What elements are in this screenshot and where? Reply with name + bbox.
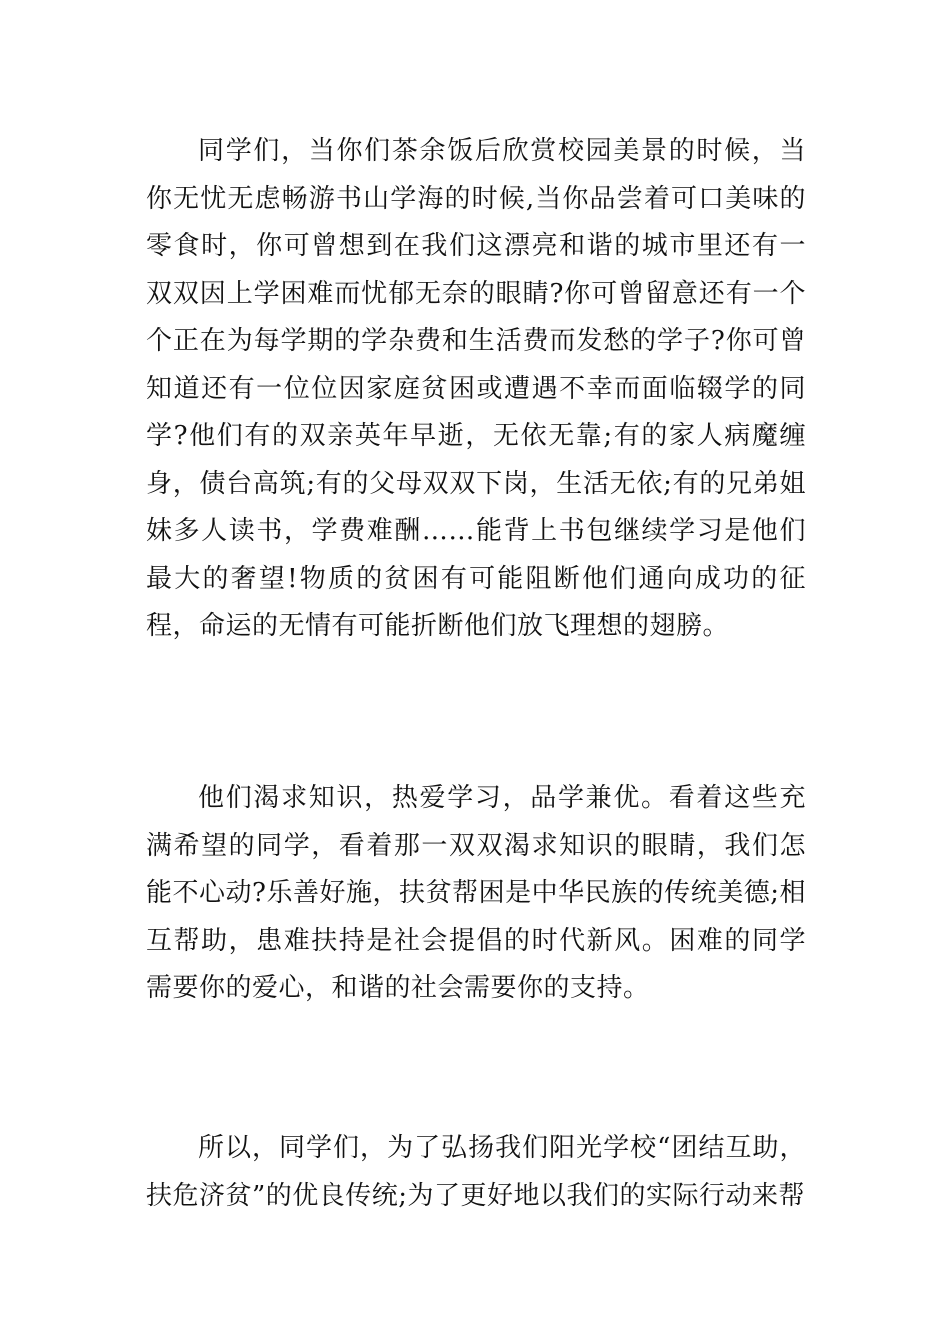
paragraph-1: 同学们，当你们茶余饭后欣赏校园美景的时候，当你无忧无虑畅游书山学海的时候,当你品尝着可口美味的零食时，你可曾想到在我们这漂亮和谐的城市里还有一双双因上学困难而忧郁无奈的眼睛?你可曾留意还有一个个正在为每学期的学杂费和生活费而发愁的学子?你可曾知道还有一位位因家庭贫困或遭遇不幸而面临辍学的同学?他们有的双亲英年早逝，无依无靠;有的家人病魔缠身，债台高筑;有的父母双双下岗，生活无依;有的兄弟姐妹多人读书，学费难酬……能背上书包继续学习是他们最大的奢望!物质的贫困有可能阻断他们通向成功的征程，命运的无情有可能折断他们放飞理想的翅膀。 bbox=[146, 136, 806, 641]
paragraph-2: 他们渴求知识，热爱学习，品学兼优。看着这些充满希望的同学，看着那一双双渴求知识的眼睛，我们怎能不心动?乐善好施，扶贫帮困是中华民族的传统美德;相互帮助，患难扶持是社会提倡的时代新风。困难的同学需要你的爱心，和谐的社会需要你的支持。 bbox=[146, 783, 806, 1003]
paragraph-3: 所以，同学们，为了弘扬我们阳光学校“团结互助，扶危济贫”的优良传统;为了更好地以我们的实际行动来帮 bbox=[146, 1133, 806, 1211]
